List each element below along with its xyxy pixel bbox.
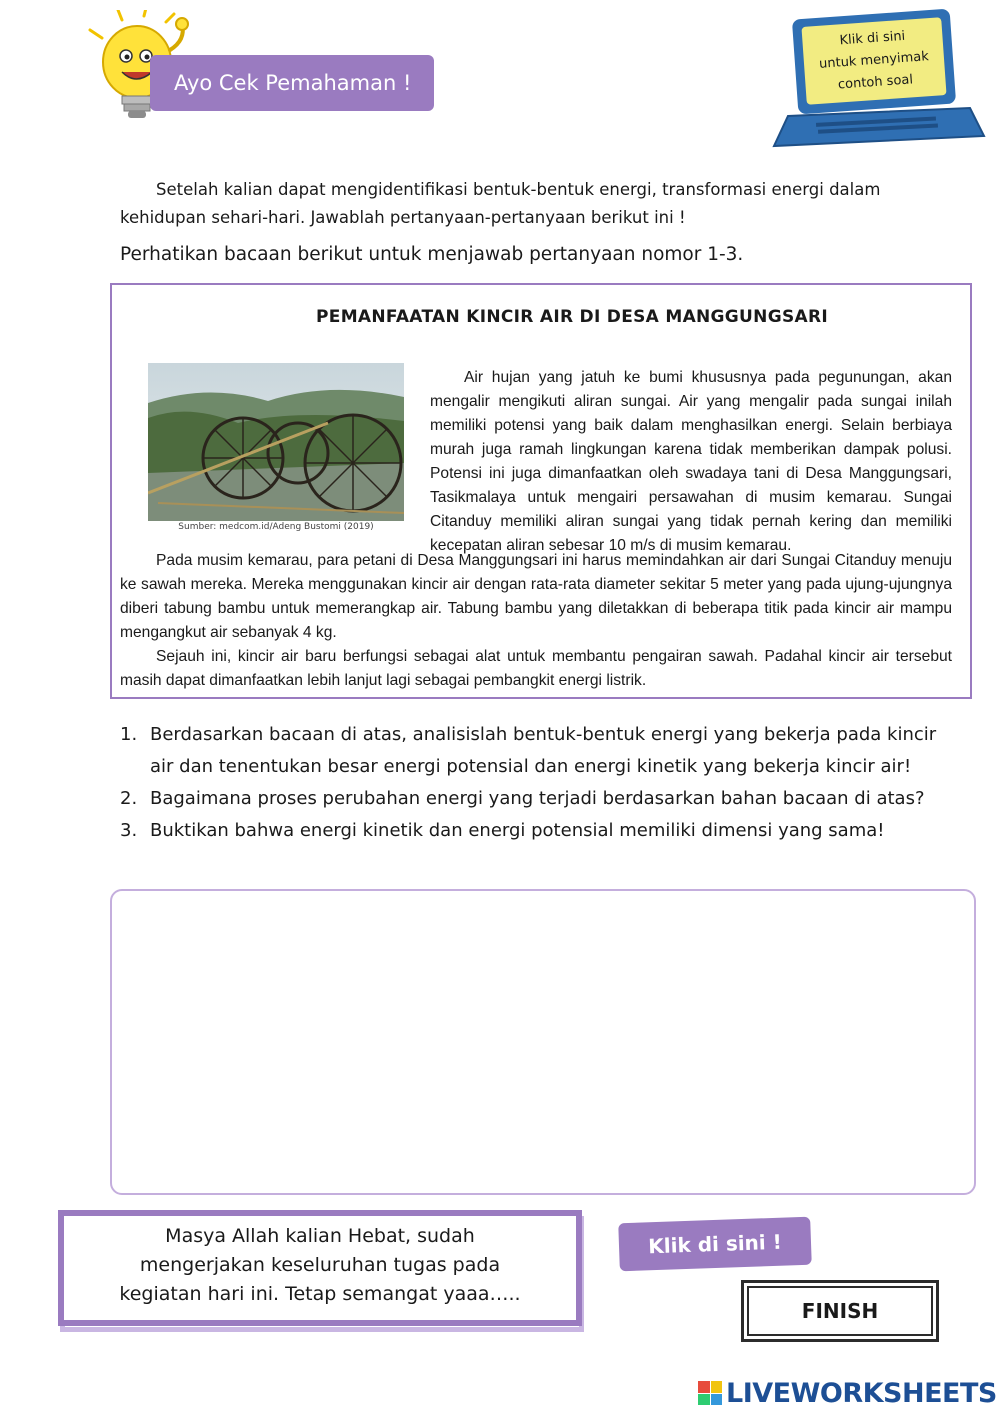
section-banner <box>150 55 434 111</box>
klik-di-sini-button[interactable]: Klik di sini ! <box>618 1217 812 1272</box>
question-list <box>120 719 940 847</box>
liveworksheets-mark-icon <box>698 1381 722 1405</box>
intro-paragraph: Setelah kalian dapat mengidentifikasi bentuk-bentuk energi, transformasi energi dalam kehidupan sehari-hari. Jawablah pertanyaan-pertanyaan berikut ini ! <box>120 180 881 227</box>
question-item <box>120 815 940 847</box>
banner-title: Ayo Cek Pemahaman ! <box>174 71 412 95</box>
reading-paragraph-3: Sejauh ini, kincir air baru berfungsi sebagai alat untuk membantu pengairan sawah. Padahal kincir air tersebut masih dapat dimanfaatkan lebih lanjut lagi sebagai pembangkit energi listrik. <box>120 648 952 689</box>
finish-button[interactable]: FINISH <box>741 1280 939 1342</box>
laptop-line-3: contoh soal <box>837 72 914 93</box>
instruction-text: Perhatikan bacaan berikut untuk menjawab pertanyaan nomor 1-3. <box>120 244 744 265</box>
question-item <box>120 719 940 783</box>
closing-message-box <box>58 1210 582 1326</box>
reading-title: PEMANFAATAN KINCIR AIR DI DESA MANGGUNGSARI <box>316 307 828 327</box>
question-number: 3. <box>120 820 138 841</box>
question-number: 2. <box>120 788 138 809</box>
reading-paragraph-2: Pada musim kemarau, para petani di Desa Manggungsari ini harus memindahkan air dari Sungai Citanduy menuju ke sawah mereka. Mereka menggunakan kincir air dengan rata-rata diameter sekitar 5 meter yang pada ujung-ujungnya diberi tabung bambu untuk memerangkap air. Tabung bambu yang diletakkan di beberapa titik pada kincir air mampu mengangkut air sebanyak 4 kg. <box>120 552 952 641</box>
closing-line-3: kegiatan hari ini. Tetap semangat yaaa….. <box>119 1283 521 1305</box>
question-item <box>120 783 940 815</box>
question-number: 1. <box>120 724 138 745</box>
reading-paragraph-1 <box>430 366 952 558</box>
photo-caption: Sumber: medcom.id/Adeng Bustomi (2019) <box>178 522 374 532</box>
intro-text-block <box>120 176 930 232</box>
logo-text: LIVEWORKSHEETS <box>726 1377 997 1409</box>
reading-paragraph-1-text: Air hujan yang jatuh ke bumi khususnya pada pegunungan, akan mengalir mengikuti aliran sungai. Air yang mengalir pada sungai inilah memiliki potensi yang baik dalam menghasilkan energi. Selain berbiaya murah juga ramah lingkungan karena tidak memberikan dampak polusi. Potensi ini juga dimanfaatkan oleh swadaya tani di Desa Manggungsari, Tasikmalaya untuk mengairi persawahan di musim kemarau. Sungai Citanduy memiliki aliran sungai yang tidak pernah kering dan memiliki kecepatan aliran sebesar 10 m/s di musim kemarau. <box>430 369 952 554</box>
question-text: Bagaimana proses perubahan energi yang terjadi berdasarkan bahan bacaan di atas? <box>150 788 925 809</box>
laptop-line-1: Klik di sini <box>839 28 906 49</box>
question-text: Buktikan bahwa energi kinetik dan energi potensial memiliki dimensi yang sama! <box>150 820 885 841</box>
reading-body <box>120 549 952 693</box>
example-question-button[interactable] <box>801 17 946 105</box>
liveworksheets-logo <box>698 1378 997 1408</box>
closing-line-1: Masya Allah kalian Hebat, sudah <box>165 1225 475 1247</box>
closing-line-2: mengerjakan keseluruhan tugas pada <box>139 1254 501 1276</box>
laptop-line-2: untuk menyimak <box>818 49 930 72</box>
water-wheel-photo <box>148 363 404 521</box>
question-text: Berdasarkan bacaan di atas, analisislah bentuk-bentuk energi yang bekerja pada kincir air dan tenentukan besar energi potensial dan energi kinetik yang bekerja kincir air! <box>150 724 937 777</box>
answer-textarea[interactable] <box>110 889 976 1195</box>
